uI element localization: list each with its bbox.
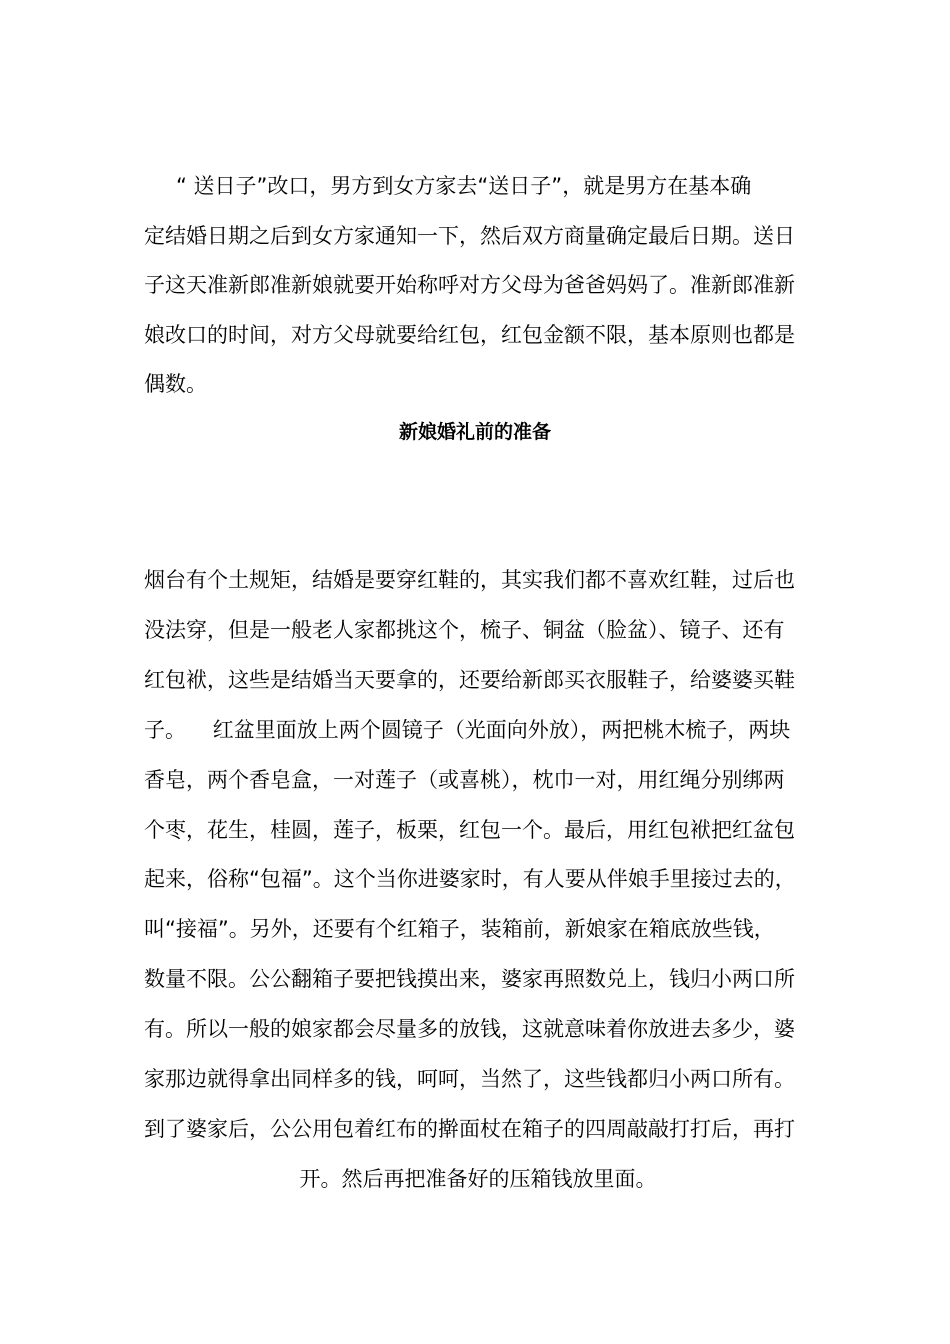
paragraph-send-date	[144, 162, 812, 410]
paragraph-line: 定结婚日期之后到女方家通知一下，然后双方商量确定最后日期。送日	[144, 223, 795, 248]
paragraph-line: 烟台有个土规矩，结婚是要穿红鞋的，其实我们都不喜欢红鞋，过后也	[144, 568, 795, 592]
paragraph-line: “ 送日子”改口，男方到女方家去“送日子”，就是男方在基本确	[176, 174, 752, 198]
paragraph-line: 偶数。	[144, 372, 207, 396]
paragraph-bride-preparation	[144, 556, 812, 1205]
paragraph-line: 红包袱，这些是结婚当天要拿的，还要给新郎买衣服鞋子，给婆婆买鞋	[144, 667, 795, 692]
paragraph-line: 没法穿，但是一般老人家都挑这个，梳子、铜盆（脸盆）、镜子、还有	[144, 617, 785, 642]
paragraph-line: 子这天准新郎准新娘就要开始称呼对方父母为爸爸妈妈了。准新郎准新	[144, 273, 795, 297]
paragraph-line: 有。所以一般的娘家都会尽量多的放钱，这就意味着你放进去多少，婆	[144, 1017, 795, 1042]
paragraph-line: 数量不限。公公翻箱子要把钱摸出来，婆家再照数兑上，钱归小两口所	[144, 967, 795, 992]
paragraph-line: 子。 红盆里面放上两个圆镜子（光面向外放），两把桃木梳子，两块	[144, 717, 791, 742]
section-heading: 新娘婚礼前的准备	[398, 421, 551, 443]
paragraph-last-line: 开。然后再把准备好的压箱钱放里面。	[299, 1166, 657, 1191]
paragraph-line: 娘改口的时间，对方父母就要给红包，红包金额不限，基本原则也都是	[144, 322, 795, 347]
paragraph-line: 到了婆家后，公公用包着红布的擀面杖在箱子的四周敲敲打打后，再打	[144, 1116, 795, 1141]
paragraph-line: 家那边就得拿出同样多的钱，呵呵，当然了，这些钱都归小两口所有。	[144, 1067, 795, 1092]
paragraph-line: 起来，俗称“包福”。这个当你进婆家时，有人要从伴娘手里接过去的，	[144, 867, 796, 892]
paragraph-line: 香皂，两个香皂盒，一对莲子（或喜桃），枕巾一对，用红绳分别绑两	[144, 767, 785, 792]
paragraph-line: 个枣，花生，桂圆，莲子，板栗，红包一个。最后，用红包袱把红盆包	[144, 817, 795, 842]
paragraph-line: 叫“接福”。另外，还要有个红箱子，装箱前，新娘家在箱底放些钱，	[144, 917, 775, 942]
